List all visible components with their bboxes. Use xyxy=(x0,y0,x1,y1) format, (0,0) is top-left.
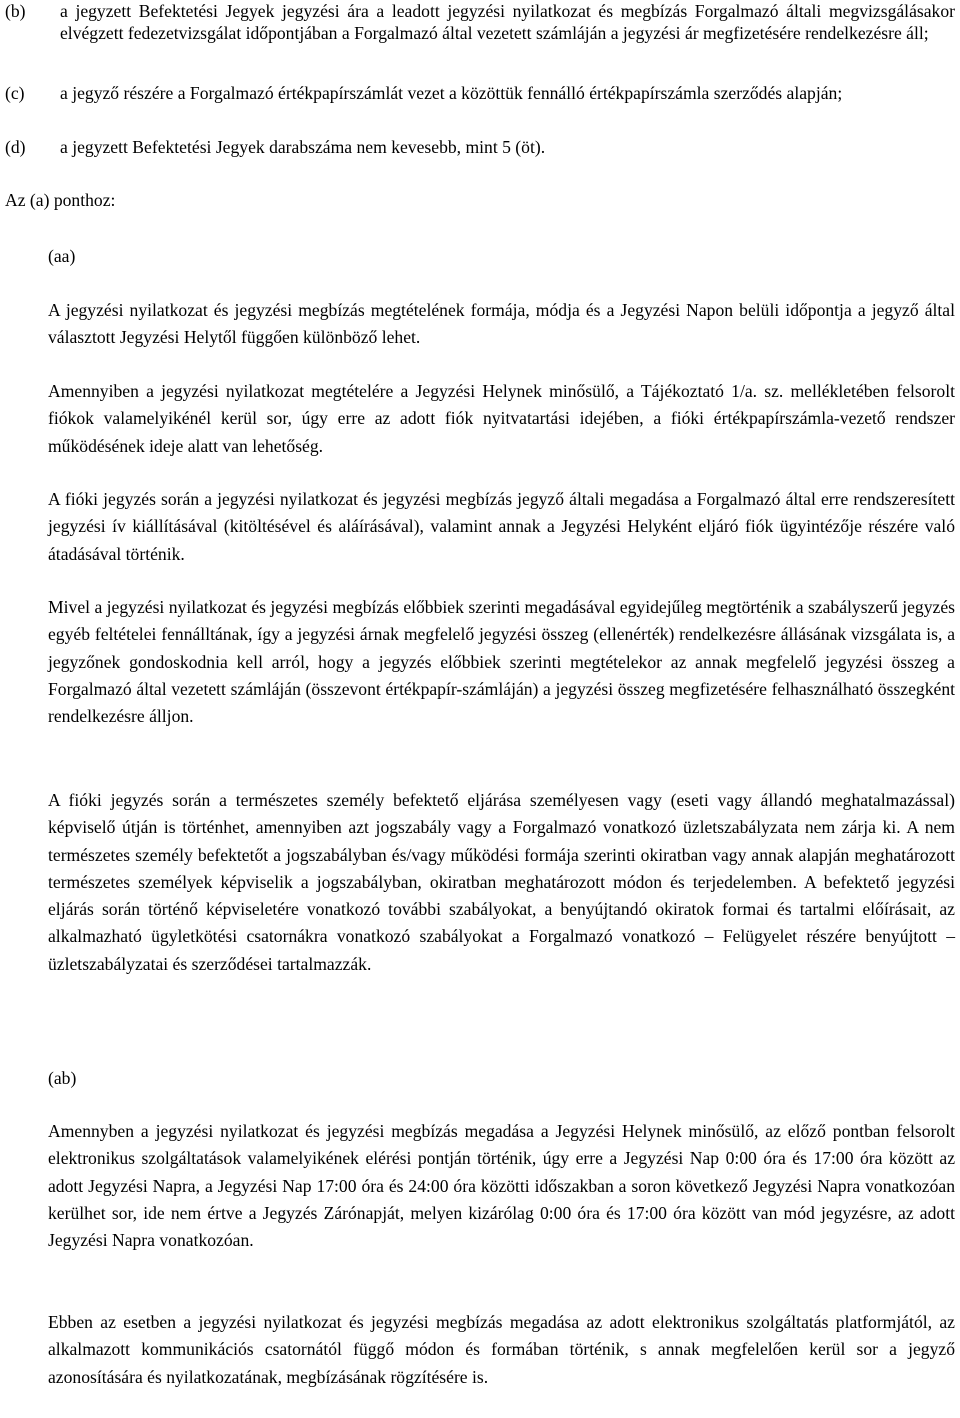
list-item-text: a jegyző részére a Forgalmazó értékpapírszámlát vezet a közöttük fennálló értékpapírszámla szerződés alapján; xyxy=(60,83,843,103)
paragraph: Amennyben a jegyzési nyilatkozat és jegyzési megbízás megadása a Jegyzési Helynek minősülő, az előző pontban felsorolt elektronikus szolgáltatások valamelyikének elérési pontján történik, úgy erre a Jegyzési Nap 0:00 óra és 17:00 óra között az adott Jegyzési Napra, a Jegyzési Nap 17:00 óra és 24:00 óra közötti időszakban a soron következő Jegyzési Napra vonatkozóan kerülhet sor, ide nem értve a Jegyzés Zárónapját, melyen kizárólag 0:00 óra és 17:00 óra között van mód jegyzésre, az adott Jegyzési Napra vonatkozóan. xyxy=(48,1121,955,1251)
paragraph: A fióki jegyzés során a természetes személy befektető eljárása személyesen vagy (eseti vagy állandó meghatalmazással) képviselő útján is történhet, amennyiben azt jogszabály vagy a Forgalmazó vonatkozó üzletszabályzata nem zárja ki. A nem természetes személy befektetőt a jogszabályban és/vagy működési formája szerinti okiratban vagy annak alapján meghatározott természetes személyek képviselik a jogszabályban, okiratban meghatározott módon és terjedelemben. A befektető jegyzési eljárás során történő képviseletére vonatkozó további szabályokat, a benyújtandó okiratok formai és tartalmi előírásait, az alkalmazható ügyletkötési csatornákra vonatkozó szabályokat a Forgalmazó vonatkozó – Felügyelet részére benyújtott – üzletszabályzatai és szerződései tartalmazzák. xyxy=(48,790,955,974)
subsection-label-aa: (aa) xyxy=(48,246,76,266)
list-item-d xyxy=(0,136,960,158)
list-item-text: a jegyzett Befektetési Jegyek jegyzési ára a leadott jegyzési nyilatkozat és megbízás Forgalmazó általi megvizsgálásakor elvégzett fedezetvizsgálat időpontjában a Forgalmazó által vezetett számláján a jegyzési ár megfizetésére rendelkezésre áll; xyxy=(60,1,955,43)
list-item-c xyxy=(0,82,960,126)
paragraph: A fióki jegyzés során a jegyzési nyilatkozat és jegyzési megbízás jegyző általi megadása a Forgalmazó által erre rendszeresített jegyzési ív kiállításával (kitöltésével és aláírásával), valamint annak a Jegyzési Helyként eljáró fiók ügyintézője részére való átadásával történik. xyxy=(48,489,955,564)
section-heading: Az (a) ponthoz: xyxy=(5,190,116,210)
paragraph: Ebben az esetben a jegyzési nyilatkozat és jegyzési megbízás megadása az adott elektronikus szolgáltatás platformjától, az alkalmazott kommunikációs csatornától függő módon és formában történik, s annak megfelelően kerül sor a jegyző azonosítására és nyilatkozatának, megbízásának rögzítésére is. xyxy=(48,1312,955,1387)
list-item-text: a jegyzett Befektetési Jegyek darabszáma nem kevesebb, mint 5 (öt). xyxy=(60,137,546,157)
list-marker: (d) xyxy=(5,137,26,157)
paragraph: Amennyiben a jegyzési nyilatkozat megtételére a Jegyzési Helynek minősülő, a Tájékoztató 1/a. sz. mellékletében felsorolt fiókok valamelyikénél kerül sor, úgy erre az adott fiók nyitvatartási idejében, a fióki értékpapírszámla-vezető rendszer működésének ideje alatt van lehetőség. xyxy=(48,381,955,456)
subsection-label-ab: (ab) xyxy=(48,1068,77,1088)
list-item-b xyxy=(0,0,960,66)
list-marker: (c) xyxy=(5,83,25,103)
paragraph: Mivel a jegyzési nyilatkozat és jegyzési megbízás előbbiek szerinti megadásával egyidejűleg megtörténik a szabályszerű jegyzés egyéb feltételei fennálltának, így a jegyzési árnak megfelelő jegyzési összeg (ellenérték) rendelkezésre állásának vizsgálata is, a jegyzőnek gondoskodnia kell arról, hogy a jegyzés előbbiek szerinti megtételekor az annak megfelelő jegyzési összeg a Forgalmazó által vezetett számláján (összevont értékpapír-számláján) a jegyzési összeg megfizetésére felhasználható összegként rendelkezésre álljon. xyxy=(48,597,955,727)
list-marker: (b) xyxy=(5,1,26,21)
paragraph: A jegyzési nyilatkozat és jegyzési megbízás megtételének formája, módja és a Jegyzési Napon belüli időpontja a jegyző által választott Jegyzési Helytől függően különböző lehet. xyxy=(48,300,955,348)
